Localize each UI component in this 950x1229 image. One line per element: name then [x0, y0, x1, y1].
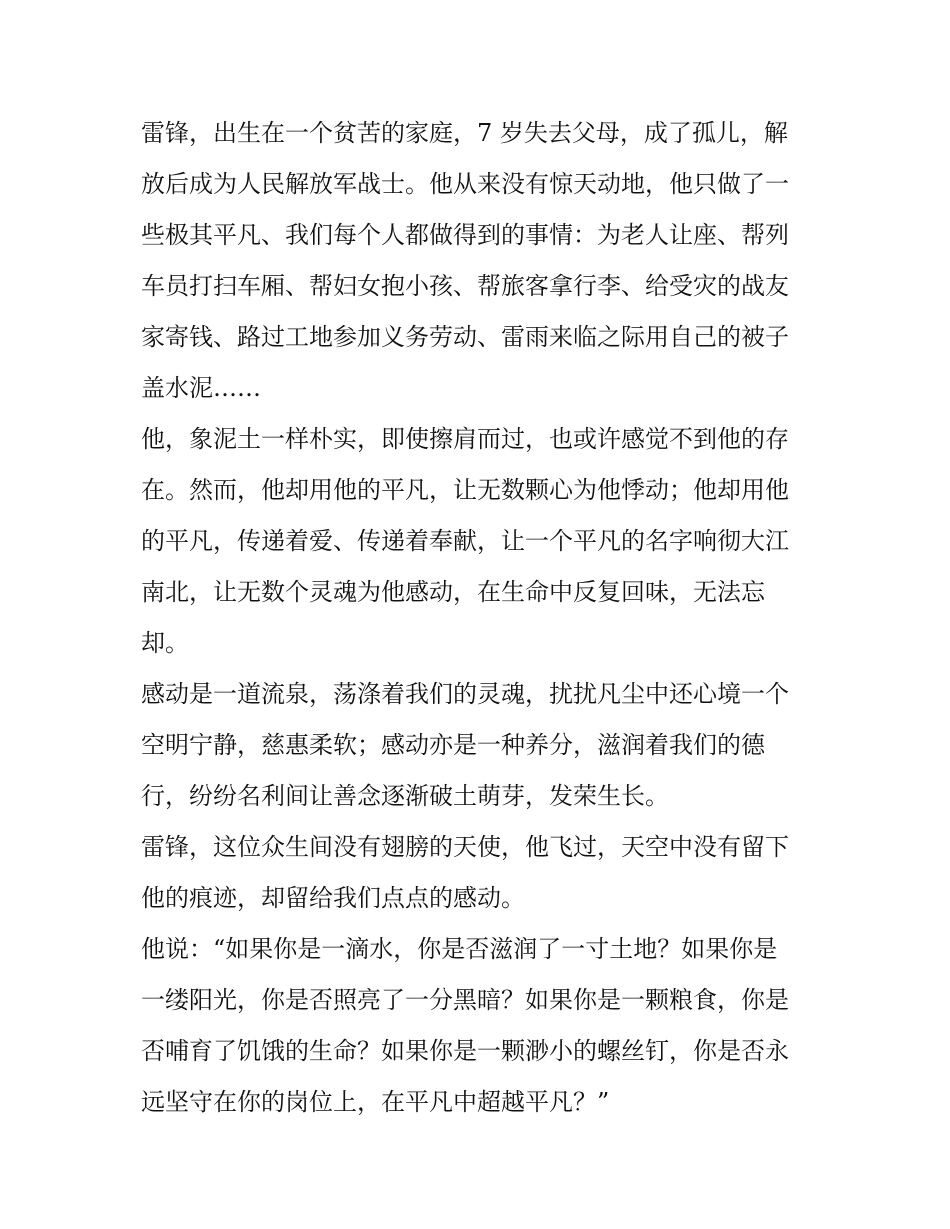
paragraph-5	[141, 924, 821, 1128]
text-line: 一缕阳光，你是否照亮了一分黑暗？如果你是一颗粮食，你是	[141, 986, 789, 1014]
text-line: 雷锋，出生在一个贫苦的家庭，7 岁失去父母，成了孤儿，解	[141, 119, 788, 147]
text-line: 感动是一道流泉，荡涤着我们的灵魂，扰扰凡尘中还心境一个	[141, 680, 789, 708]
text-line: 的平凡，传递着爱、传递着奉献，让一个平凡的名字响彻大江	[141, 527, 789, 555]
paragraph-2	[141, 414, 821, 669]
paragraph-3	[141, 669, 821, 822]
text-line: 南北，让无数个灵魂为他感动，在生命中反复回味，无法忘	[141, 578, 765, 606]
text-line: 家寄钱、路过工地参加义务劳动、雷雨来临之际用自己的被子	[141, 323, 789, 351]
text-line: 些极其平凡、我们每个人都做得到的事情：为老人让座、帮列	[141, 221, 789, 249]
text-line: 却。	[141, 629, 189, 657]
text-line: 他的痕迹，却留给我们点点的感动。	[141, 884, 525, 912]
paragraph-4	[141, 822, 821, 924]
document-body	[141, 108, 821, 1128]
text-line: 在。然而，他却用他的平凡，让无数颗心为他悸动；他却用他	[141, 476, 789, 504]
text-line: 车员打扫车厢、帮妇女抱小孩、帮旅客拿行李、给受灾的战友	[141, 272, 789, 300]
text-line: 空明宁静，慈惠柔软；感动亦是一种养分，滋润着我们的德	[141, 731, 765, 759]
text-line: 放后成为人民解放军战士。他从来没有惊天动地，他只做了一	[141, 170, 789, 198]
text-line: 盖水泥……	[141, 374, 261, 402]
text-line: 行，纷纷名利间让善念逐渐破土萌芽，发荣生长。	[141, 782, 669, 810]
text-line: 远坚守在你的岗位上，在平凡中超越平凡？”	[141, 1088, 610, 1116]
text-line: 否哺育了饥饿的生命？如果你是一颗渺小的螺丝钉，你是否永	[141, 1037, 789, 1065]
text-line: 雷锋，这位众生间没有翅膀的天使，他飞过，天空中没有留下	[141, 833, 789, 861]
text-line: 他，象泥土一样朴实，即使擦肩而过，也或许感觉不到他的存	[141, 425, 789, 453]
text-line: 他说：“如果你是一滴水，你是否滋润了一寸土地？如果你是	[141, 935, 778, 963]
paragraph-1	[141, 108, 821, 414]
